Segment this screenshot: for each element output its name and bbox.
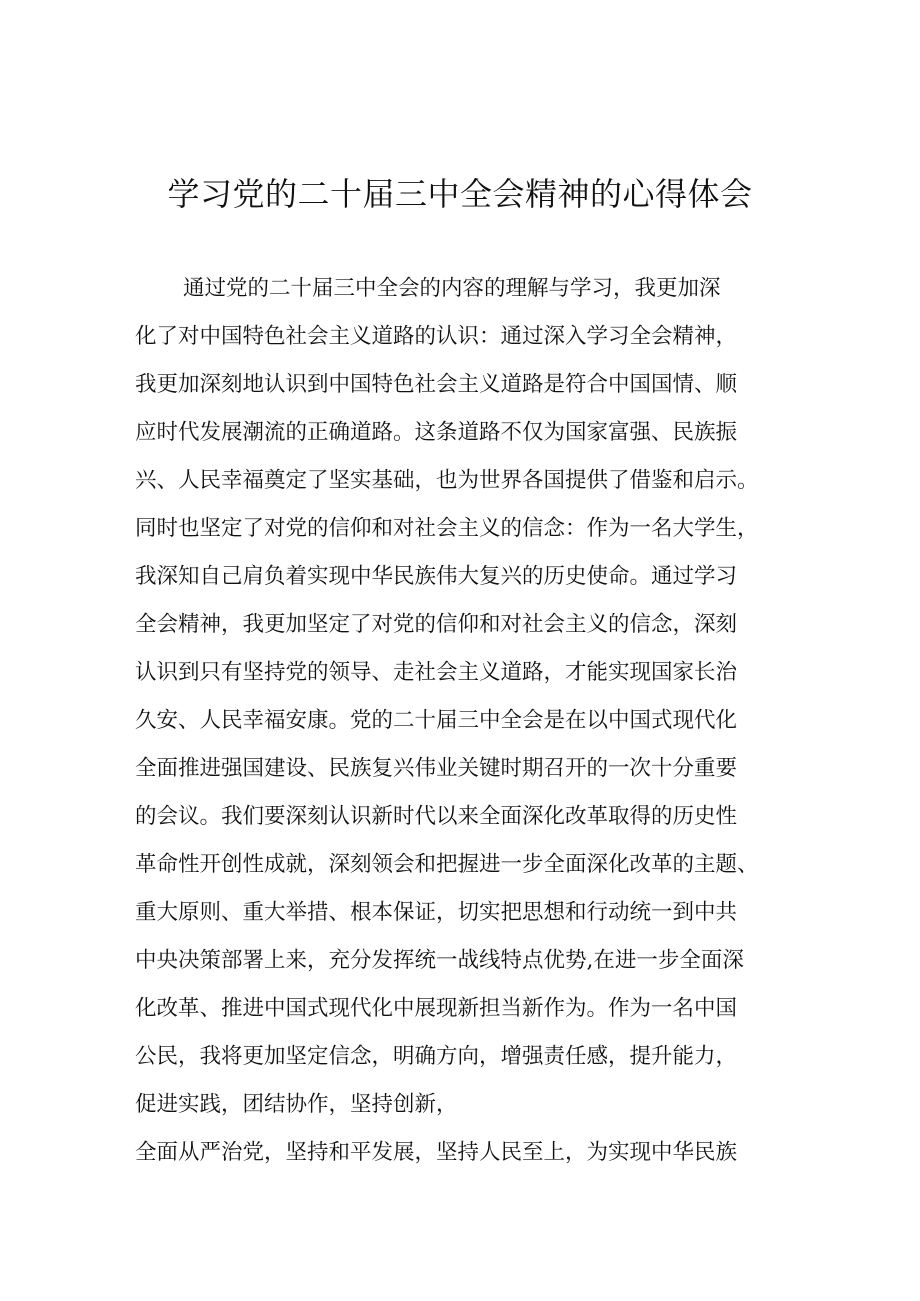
body-line: 中央决策部署上来，充分发挥统一战线特点优势,在进一步全面深 — [135, 948, 744, 973]
body-line: 兴、人民幸福奠定了坚实基础，也为世界各国提供了借鉴和启示。 — [135, 468, 759, 493]
body-line: 全会精神，我更加坚定了对党的信仰和对社会主义的信念，深刻 — [135, 612, 738, 637]
body-line: 的会议。我们要深刻认识新时代以来全面深化改革取得的历史性 — [135, 804, 738, 829]
body-line: 同时也坚定了对党的信仰和对社会主义的信念：作为一名大学生， — [135, 516, 759, 541]
body-line: 化改革、推进中国式现代化中展现新担当新作为。作为一名中国 — [135, 996, 738, 1021]
body-line: 认识到只有坚持党的领导、走社会主义道路，才能实现国家长治 — [135, 660, 738, 685]
body-line: 应时代发展潮流的正确道路。这条道路不仅为国家富强、民族振 — [135, 420, 738, 445]
body-line: 我更加深刻地认识到中国特色社会主义道路是符合中国国情、顺 — [135, 372, 738, 397]
body-line: 化了对中国特色社会主义道路的认识：通过深入学习全会精神， — [135, 324, 738, 349]
body-line: 全面从严治党，坚持和平发展，坚持人民至上，为实现中华民族 — [135, 1140, 738, 1165]
document-title: 学习党的二十届三中全会精神的心得体会 — [167, 175, 753, 213]
body-line: 重大原则、重大举措、根本保证，切实把思想和行动统一到中共 — [135, 900, 738, 925]
body-line: 久安、人民幸福安康。党的二十届三中全会是在以中国式现代化 — [135, 708, 738, 733]
body-line: 通过党的二十届三中全会的内容的理解与学习，我更加深 — [183, 276, 721, 301]
body-line: 促进实践，团结协作，坚持创新， — [135, 1092, 458, 1117]
body-line: 全面推进强国建设、民族复兴伟业关键时期召开的一次十分重要 — [135, 756, 738, 781]
body-line: 革命性开创性成就，深刻领会和把握进一步全面深化改革的主题、 — [135, 852, 759, 877]
body-line: 我深知自己肩负着实现中华民族伟大复兴的历史使命。通过学习 — [135, 564, 738, 589]
body-line: 公民，我将更加坚定信念，明确方向，增强责任感，提升能力， — [135, 1044, 738, 1069]
